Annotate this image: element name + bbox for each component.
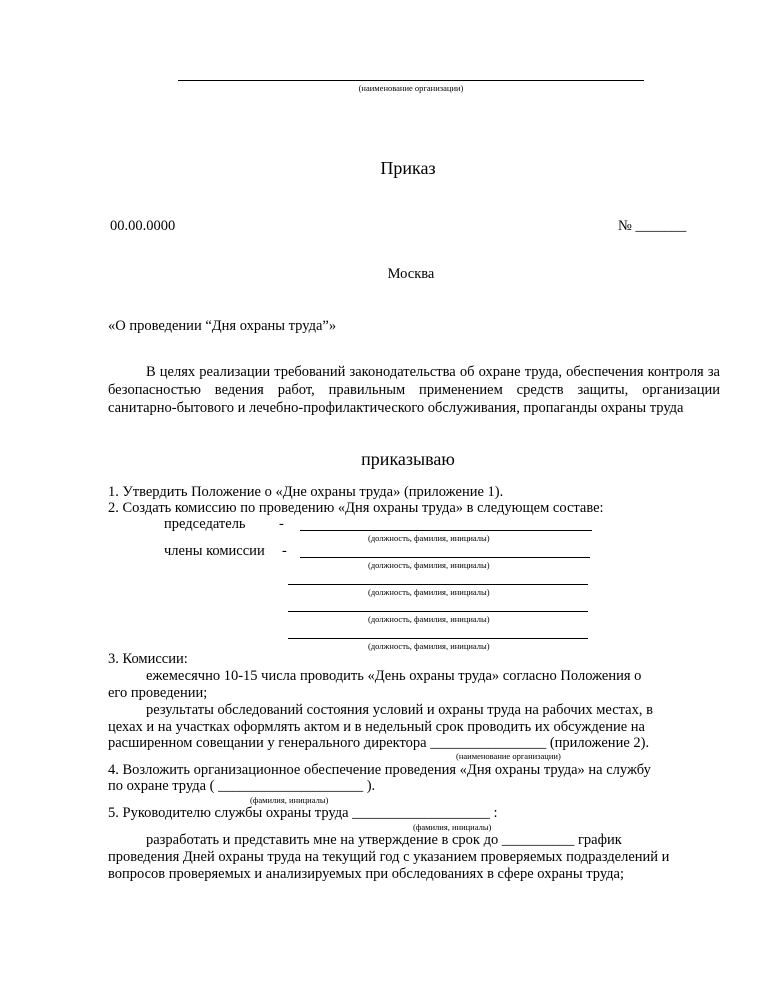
document-title: Приказ xyxy=(380,158,436,178)
item-5a-line-3: вопросов проверяемых и анализируемых при обследованиях в сфере охраны труда; xyxy=(108,866,625,882)
members-label: члены комиссии xyxy=(164,543,265,559)
member-line-2 xyxy=(288,584,588,585)
member-caption-4: (должность, фамилия, инициалы) xyxy=(368,641,490,651)
member-line-4 xyxy=(288,638,588,639)
city: Москва xyxy=(387,266,435,282)
item-5a-line-2: проведения Дней охраны труда на текущий год с указанием проверяемых подразделений и xyxy=(108,849,670,865)
member-caption-2: (должность, фамилия, инициалы) xyxy=(368,587,490,597)
order-word: приказываю xyxy=(361,449,455,469)
chair-dash: - xyxy=(279,516,284,532)
member-line-3 xyxy=(288,611,588,612)
item-3b-line-1: результаты обследований состояния условий и охраны труда на рабочих местах, в xyxy=(146,702,653,718)
preamble-paragraph: В целях реализации требований законодательства об охране труда, обеспечения контроля за безопасностью ведения работ, правильным применением средств защиты, организации санитарно-бытового и лечебно-профилактического обслуживания, пропаганды охраны труда xyxy=(108,364,720,416)
item-3a-line-1: ежемесячно 10-15 числа проводить «День охраны труда» согласно Положения о xyxy=(146,668,642,684)
item-4-line-1: 4. Возложить организационное обеспечение проведения «Дня охраны труда» на службу xyxy=(108,762,651,778)
chair-line xyxy=(300,530,592,531)
order-date: 00.00.0000 xyxy=(110,218,176,234)
chair-label: председатель xyxy=(164,516,246,532)
item-5a-line-1: разработать и представить мне на утверждение в срок до __________ график xyxy=(146,832,622,848)
item-3b-line-3: расширенном совещании у генерального директора ________________ (приложение 2). xyxy=(108,735,650,751)
member-caption-3: (должность, фамилия, инициалы) xyxy=(368,614,490,624)
item-5: 5. Руководителю службы охраны труда ___________________ : xyxy=(108,805,498,821)
members-dash: - xyxy=(282,543,287,559)
item-3a-line-2: его проведении; xyxy=(108,685,208,701)
org-caption-2: (наименование организации) xyxy=(456,751,561,761)
chair-caption: (должность, фамилия, инициалы) xyxy=(368,533,490,543)
order-subject: «О проведении “Дня охраны труда”» xyxy=(108,318,337,334)
item-3b-line-2: цехах и на участках оформлять актом и в недельный срок проводить их обсуждение на xyxy=(108,719,645,735)
name-caption-2: (фамилия, инициалы) xyxy=(413,822,492,832)
name-caption: (фамилия, инициалы) xyxy=(250,795,329,805)
item-1: 1. Утвердить Положение о «Дне охраны труда» (приложение 1). xyxy=(108,484,504,500)
org-name-line xyxy=(178,80,644,81)
item-4-line-2: по охране труда ( ____________________ ). xyxy=(108,778,376,794)
org-name-caption: (наименование организации) xyxy=(358,83,464,93)
order-number: № _______ xyxy=(618,218,687,234)
member-caption-1: (должность, фамилия, инициалы) xyxy=(368,560,490,570)
member-line-1 xyxy=(300,557,590,558)
item-3: 3. Комиссии: xyxy=(108,651,188,667)
item-2: 2. Создать комиссию по проведению «Дня охраны труда» в следующем составе: xyxy=(108,500,604,516)
